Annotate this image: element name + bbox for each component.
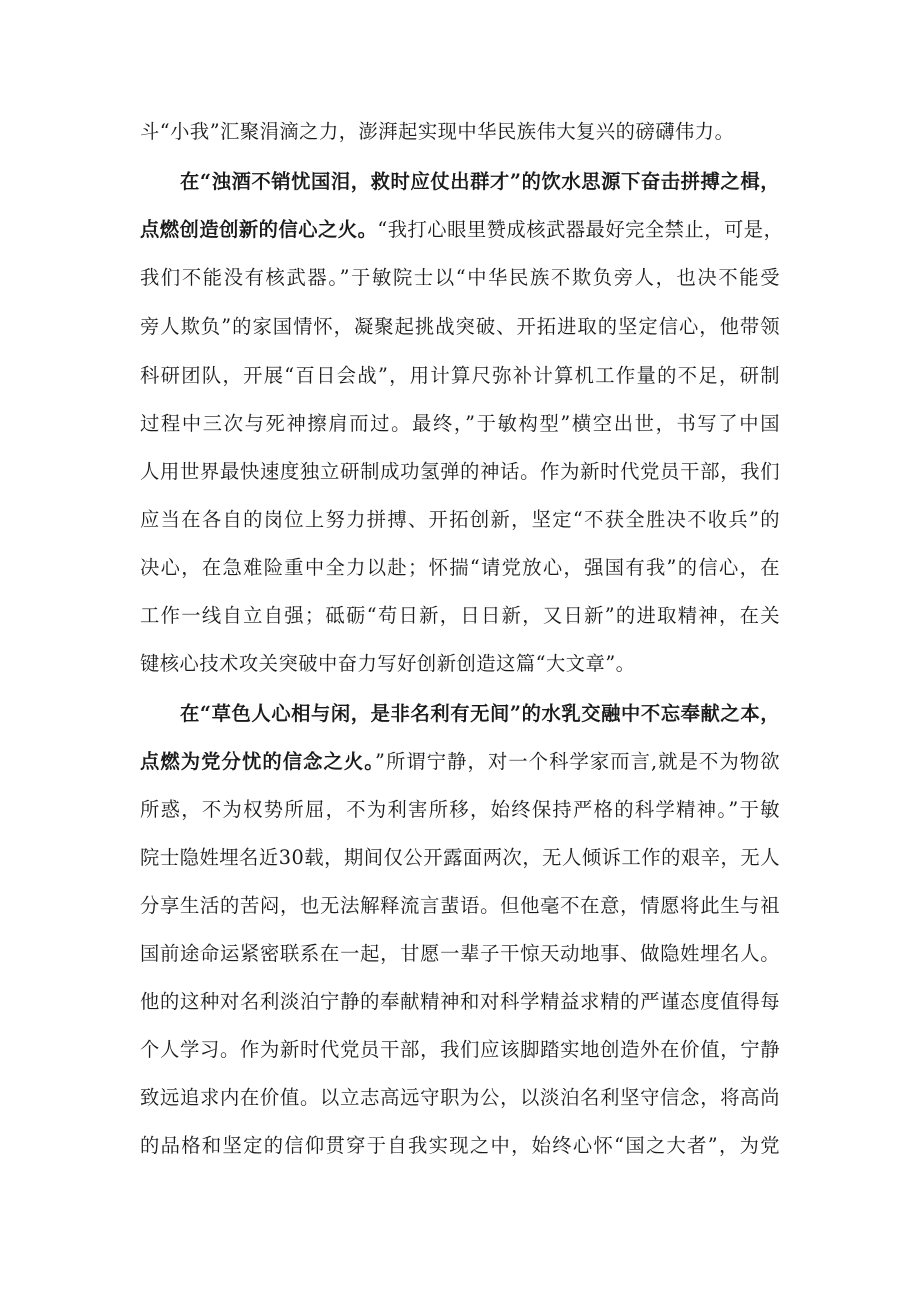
paragraph-3-line-10: 的品格和坚定的信仰贯穿于自我实现之中，始终心怀“国之大者”，为党 [140, 1134, 780, 1157]
paragraph-2-line-10: 工作一线自立自强；砥砺“苟日新，日日新，又日新”的进取精神，在关 [140, 604, 780, 627]
paragraph-3-line-9: 致远追求内在价值。以立志高远守职为公，以淡泊名利坚守信念，将高尚 [140, 1086, 780, 1109]
paragraph-1-line-1: 斗“小我”汇聚涓滴之力，澎湃起实现中华民族伟大复兴的磅礴伟力。 [140, 120, 735, 143]
paragraph-3-line-6: 国前途命运紧密联系在一起，甘愿一辈子干惊天动地事、做隐姓埋名人。 [140, 942, 780, 965]
paragraph-2-line-7: 人用世界最快速度独立研制成功氢弹的神话。作为新时代党员干部，我们 [140, 460, 780, 483]
paragraph-3-line-1: 在“草色人心相与闲，是非名利有无间”的水乳交融中不忘奉献之本， [180, 702, 780, 725]
paragraph-2-heading-fragment: 点燃创造创新的信心之火。 [140, 218, 378, 241]
paragraph-3-line-7: 他的这种对名利淡泊宁静的奉献精神和对科学精益求精的严谨态度值得每 [140, 990, 780, 1013]
paragraph-2-line-9: 决心，在急难险重中全力以赴；怀揣“请党放心，强国有我”的信心，在 [140, 556, 780, 579]
paragraph-2-line-2 [140, 210, 784, 250]
paragraph-2-line-4: 旁人欺负”的家国情怀，凝聚起挑战突破、开拓进取的坚定信心，他带领 [140, 315, 780, 338]
paragraph-3-line-3: 所惑，不为权势所屈，不为利害所移，始终保持严格的科学精神。”于敏 [140, 798, 780, 821]
paragraph-2-line-5: 科研团队，开展“百日会战”，用计算尺弥补计算机工作量的不足，研制 [140, 364, 780, 387]
paragraph-3-heading-fragment: 点燃为党分忧的信念之火。 [140, 750, 376, 773]
paragraph-3-line-2 [140, 742, 780, 782]
paragraph-2-line-3: 我们不能没有核武器。”于敏院士以“中华民族不欺负旁人，也决不能受 [140, 266, 780, 289]
paragraph-3-line-2-rest: ”所谓宁静，对一个科学家而言,就是不为物欲 [375, 750, 781, 773]
paragraph-2-line-1: 在“浊酒不销忧国泪，救时应仗出群才”的饮水思源下奋击拼搏之楫， [180, 170, 780, 193]
paragraph-3-line-4: 院士隐姓埋名近30载，期间仅公开露面两次，无人倾诉工作的艰辛，无人 [140, 846, 780, 869]
paragraph-3-line-8: 个人学习。作为新时代党员干部，我们应该脚踏实地创造外在价值，宁静 [140, 1038, 780, 1061]
paragraph-2-line-11: 键核心技术攻关突破中奋力写好创新创造这篇“大文章”。 [140, 652, 636, 675]
paragraph-3-line-5: 分享生活的苦闷，也无法解释流言蜚语。但他毫不在意，情愿将此生与祖 [140, 894, 780, 917]
paragraph-2-line-2-rest: “我打心眼里赞成核武器最好完全禁止，可是， [377, 218, 784, 241]
paragraph-2-line-8: 应当在各自的岗位上努力拼搏、开拓创新，坚定“不获全胜决不收兵”的 [140, 508, 780, 531]
paragraph-2-line-6: 过程中三次与死神擦肩而过。最终，”于敏构型”横空出世，书写了中国 [140, 412, 780, 435]
